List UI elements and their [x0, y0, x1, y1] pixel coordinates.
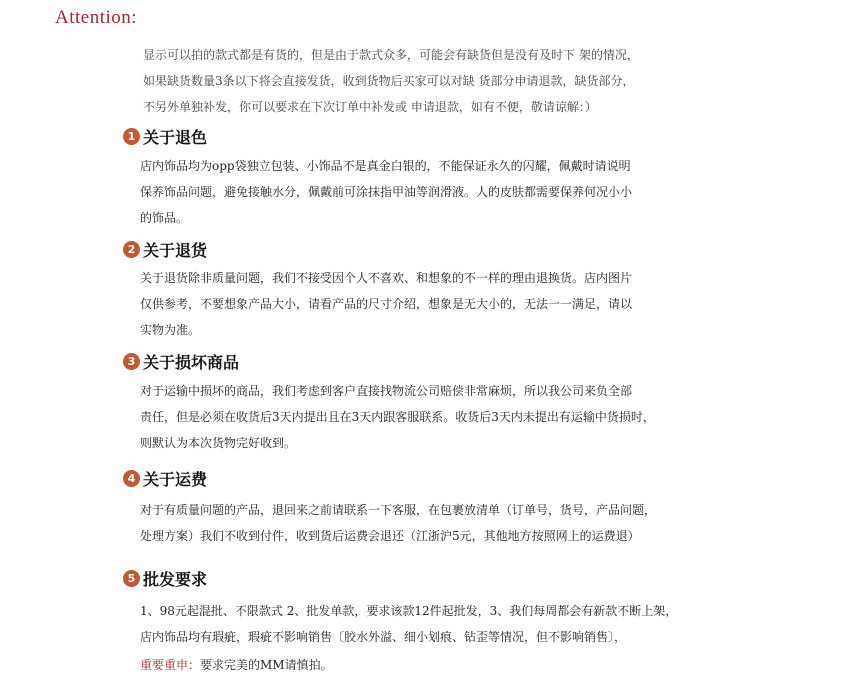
section-line: 对于有质量问题的产品，退回来之前请联系一下客服，在包裹放清单（订单号，货号，产品问题， [140, 503, 657, 517]
important-note-label: 重要重申： [140, 658, 201, 672]
attention-title: Attention: [55, 7, 138, 28]
number-badge-1: 1 [123, 128, 140, 145]
section-line: 则默认为本次货物完好收到。 [140, 436, 297, 450]
section-line: 处理方案）我们不收到付件，收到货后运费会退还（江浙沪5元，其他地方按照网上的运费退） [140, 529, 640, 543]
section-line: 关于退货除非质量问题，我们不接受因个人不喜欢、和想象的不一样的理由退换货。店内图片 [140, 271, 633, 285]
section-1-body [140, 153, 800, 231]
section-4-title: 关于运费 [143, 470, 208, 489]
section-line: 店内饰品均为opp袋独立包装、小饰品不是真金白银的，不能保证永久的闪耀，佩戴时请说明 [140, 159, 631, 173]
important-note [140, 652, 800, 678]
section-line: 仅供参考，不要想象产品大小，请看产品的尺寸介绍，想象是无大小的，无法一一满足，请以 [140, 297, 633, 311]
section-3-title: 关于损坏商品 [143, 353, 240, 372]
number-badge-3: 3 [123, 353, 140, 370]
section-4-heading [123, 467, 207, 490]
section-line: 责任，但是必须在收货后3天内提出且在3天内跟客服联系。收货后3天内未提出有运输中货损时， [140, 410, 655, 424]
section-4-body [140, 497, 800, 549]
section-2-body [140, 265, 800, 343]
section-5-title: 批发要求 [143, 570, 208, 589]
intro-text [143, 42, 783, 120]
section-line: 1、98元起混批、不限款式 2、批发单款，要求该款12件起批发，3、我们每周都会有新款不断上架， [140, 604, 678, 618]
important-note-text: 要求完美的MM请慎拍。 [200, 658, 333, 672]
section-line: 店内饰品均有瑕疵，瑕疵不影响销售〔胶水外溢、细小划痕、钻歪等情况，但不影响销售〕， [140, 630, 627, 644]
intro-line: 显示可以拍的款式都是有货的，但是由于款式众多，可能会有缺货但是没有及时下 架的情况， [143, 48, 639, 62]
intro-line: 不另外单独补发，你可以要求在下次订单中补发或 申请退款，如有不便，敬请谅解：） [143, 100, 597, 114]
section-5-heading [123, 567, 207, 590]
section-3-heading [123, 350, 239, 373]
section-3-body [140, 378, 800, 456]
section-line: 的饰品。 [140, 211, 189, 225]
section-line: 保养饰品问题，避免接触水分，佩戴前可涂抹指甲油等润滑液。人的皮肤都需要保养何况小小 [140, 185, 633, 199]
section-1-heading [123, 125, 207, 148]
section-1-title: 关于退色 [143, 128, 208, 147]
section-line: 实物为准。 [140, 323, 201, 337]
section-2-title: 关于退货 [143, 241, 208, 260]
number-badge-4: 4 [123, 470, 140, 487]
intro-line: 如果缺货数量3条以下将会直接发货，收到货物后买家可以对缺 货部分申请退款，缺货部分， [143, 74, 635, 88]
number-badge-2: 2 [123, 241, 140, 258]
section-5-body [140, 598, 800, 678]
section-2-heading [123, 238, 207, 261]
number-badge-5: 5 [123, 570, 140, 587]
section-line: 对于运输中损坏的商品，我们考虑到客户直接找物流公司赔偿非常麻烦，所以我公司来负全部 [140, 384, 633, 398]
